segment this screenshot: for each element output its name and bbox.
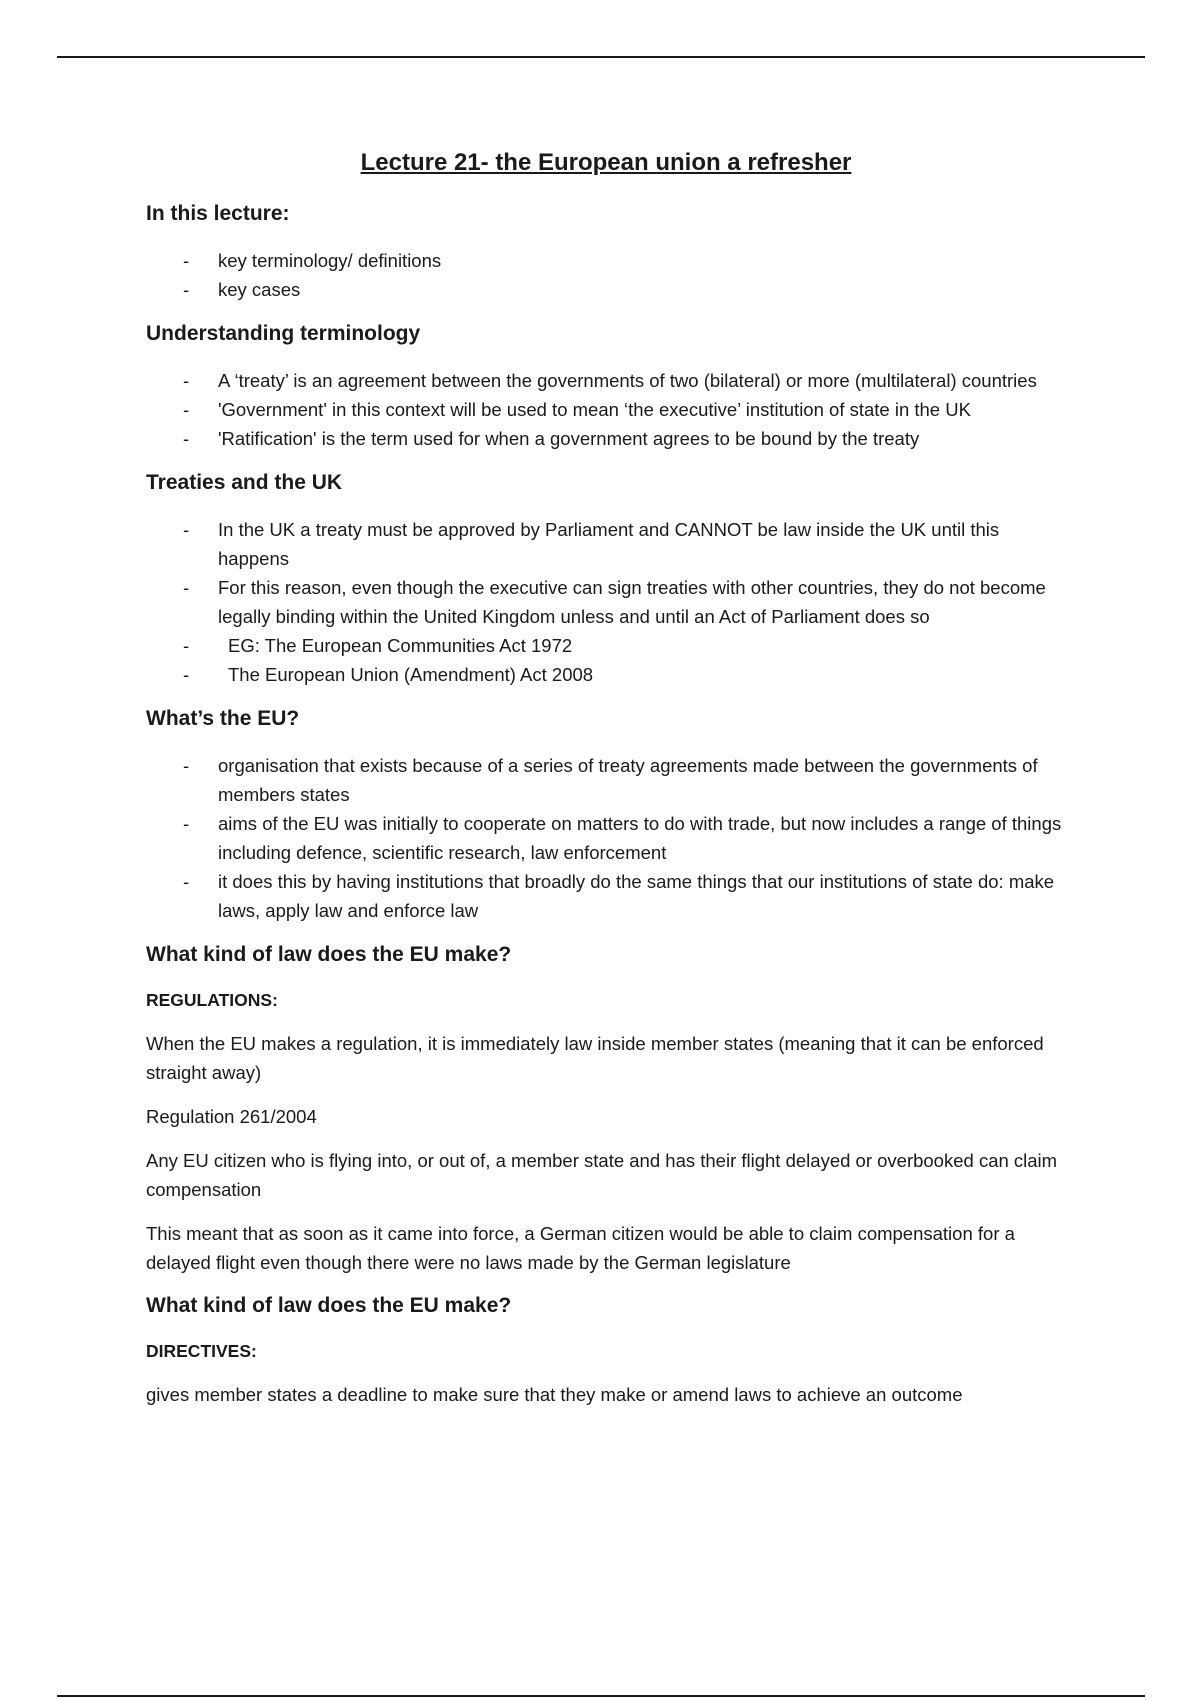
- list-item: - In the UK a treaty must be approved by Parliament and CANNOT be law inside the UK until this happens: [218, 515, 1066, 573]
- list-terminology: [146, 366, 1066, 453]
- list-item: - The European Union (Amendment) Act 2008: [218, 660, 1066, 689]
- subheading-directives: DIRECTIVES:: [146, 1341, 257, 1361]
- list-item: - key cases: [218, 275, 1066, 304]
- list-intro: [146, 246, 1066, 304]
- list-treaties-uk: [146, 515, 1066, 689]
- paragraph: Any EU citizen who is flying into, or out of, a member state and has their flight delayed or overbooked can claim compensation: [146, 1150, 1058, 1200]
- list-whats-eu: [146, 751, 1066, 925]
- list-item: - For this reason, even though the executive can sign treaties with other countries, they do not become legally binding within the United Kingdom unless and until an Act of Parliament does so: [218, 573, 1066, 631]
- heading-treaties-uk: Treaties and the UK: [146, 471, 343, 494]
- paragraph: Regulation 261/2004: [146, 1106, 317, 1127]
- list-item: - aims of the EU was initially to cooperate on matters to do with trade, but now includes a range of things including defence, scientific research, law enforcement: [218, 809, 1066, 867]
- list-item: - 'Government' in this context will be used to mean ‘the executive’ institution of state in the UK: [218, 395, 1066, 424]
- document-body: [146, 146, 1066, 1424]
- list-item: - 'Ratification' is the term used for when a government agrees to be bound by the treaty: [218, 424, 1066, 453]
- heading-whats-eu: What’s the EU?: [146, 707, 300, 730]
- paragraph: gives member states a deadline to make sure that they make or amend laws to achieve an outcome: [146, 1384, 963, 1405]
- heading-regulations: What kind of law does the EU make?: [146, 943, 512, 966]
- heading-terminology: Understanding terminology: [146, 322, 421, 345]
- subheading-regulations: REGULATIONS:: [146, 990, 278, 1010]
- heading-directives: What kind of law does the EU make?: [146, 1294, 512, 1317]
- heading-intro: In this lecture:: [146, 202, 290, 225]
- paragraph: When the EU makes a regulation, it is immediately law inside member states (meaning that it can be enforced straight away): [146, 1033, 1044, 1083]
- list-item: - organisation that exists because of a series of treaty agreements made between the governments of members states: [218, 751, 1066, 809]
- top-rule: [57, 56, 1145, 58]
- bottom-rule: [57, 1695, 1145, 1697]
- list-item: - it does this by having institutions that broadly do the same things that our institutions of state do: make laws, apply law and enforce law: [218, 867, 1066, 925]
- list-item: - EG: The European Communities Act 1972: [218, 631, 1066, 660]
- page-title: Lecture 21- the European union a refresher: [360, 149, 852, 176]
- list-item: - A ‘treaty’ is an agreement between the governments of two (bilateral) or more (multilateral) countries: [218, 366, 1066, 395]
- list-item: - key terminology/ definitions: [218, 246, 1066, 275]
- paragraph: This meant that as soon as it came into force, a German citizen would be able to claim compensation for a delayed flight even though there were no laws made by the German legislature: [146, 1223, 1015, 1273]
